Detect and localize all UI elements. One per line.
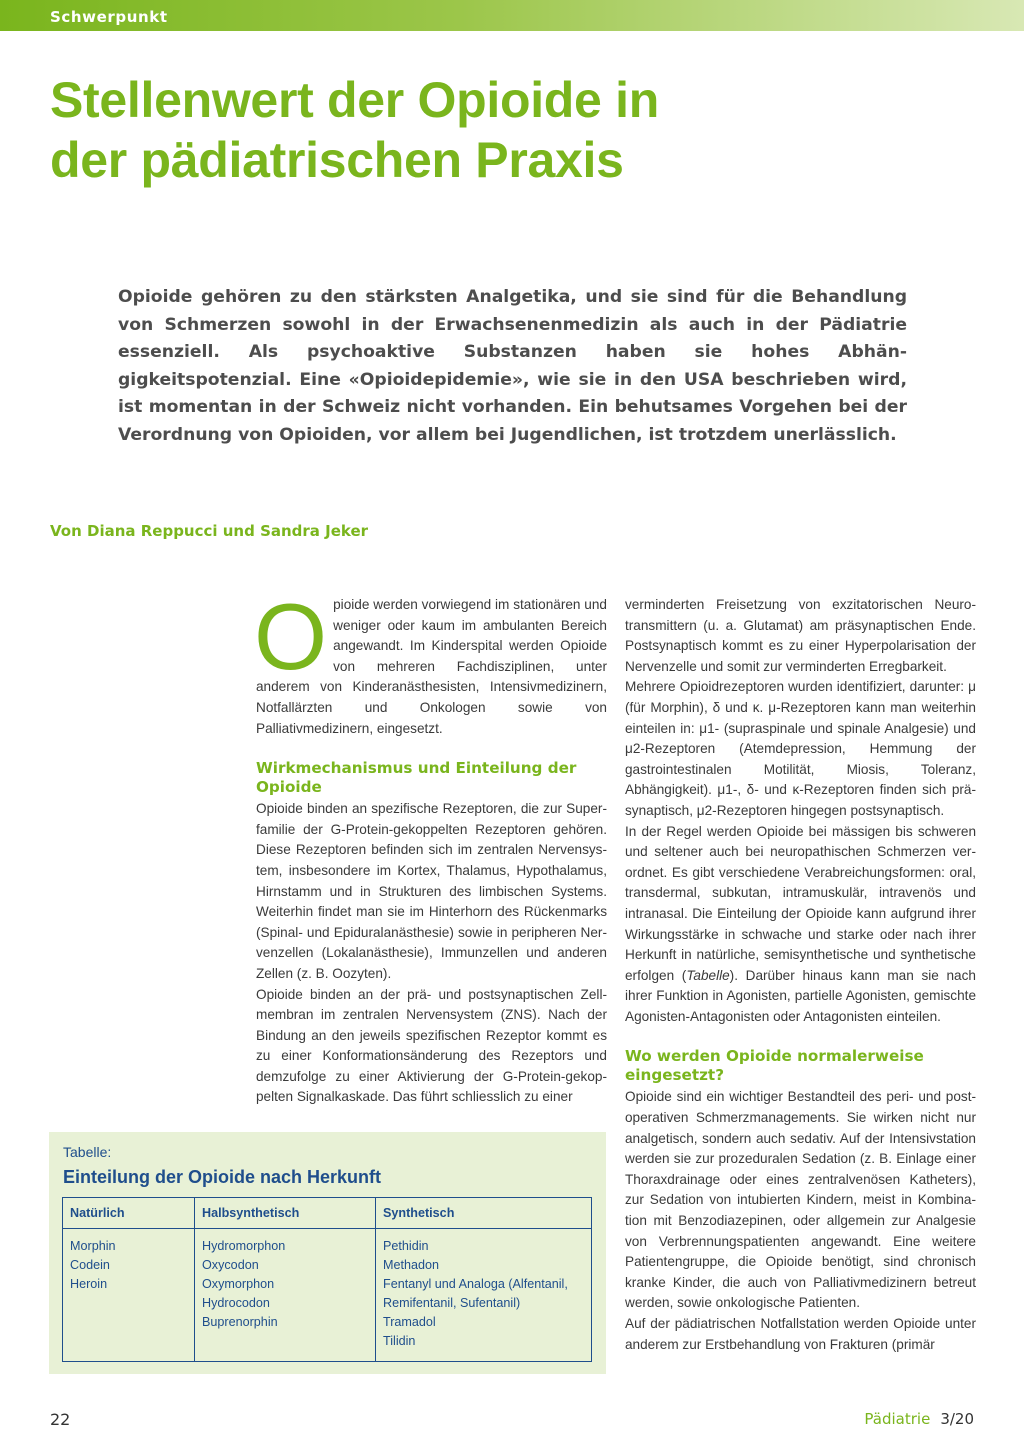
paragraph-wirk-1: Opioide binden an spezifische Rezeptoren, die zur Superfamilie der G-Protein-gekoppelten Rezeptoren gehören. Diese Rezeptoren befinden sich im zentralen Nervensystem, insbesondere im Kortex, Thalamus, Hypothalamus, Hirnstamm und in Strukturen des limbischen Systems. Weiterhin findet man sie im Hinterhorn des Rückenmarks (Spinal- und Epiduralanästhesie) sowie in peripheren Nervenzellen (Lokalanästhesie), Immunzellen und anderen Zellen (z. B. Oozyten). — [256, 801, 607, 981]
list-item: Tramadol — [383, 1315, 436, 1329]
page-number: 22 — [50, 1410, 71, 1429]
paragraph-col2-2: Mehrere Opioidrezeptoren wurden identifiziert, darunter: μ (für Morphin), δ und κ. μ-Rezeptoren kann man weiterhin einteilen in: μ1- (supraspinale und spinale Analgesie) und μ2-Rezeptoren (Atemdepression, Hemmung der gastrointestinalen Motilität, Miosis, Toleranz, Abhängigkeit). μ1-, δ- und κ-Rezeptoren finden sich präsynaptisch, μ2-Rezeptoren hingegen postsynaptisch. — [625, 679, 976, 818]
author-byline: Von Diana Reppucci und Sandra Jeker — [50, 522, 369, 540]
list-item: Oxymorphon — [202, 1277, 275, 1291]
list-item: Tilidin — [383, 1334, 416, 1348]
drop-cap: O — [254, 584, 328, 689]
table-row — [63, 1229, 592, 1362]
paragraph-col2-1: verminderten Freisetzung von exzitatorischen Neurotransmittern (u. a. Glutamat) am präsynaptischen Ende. Postsynaptisch kommt es zu einer Hyperpolarisation der Nervenzelle und somit zur verminderten Erregbarkeit. — [625, 597, 976, 674]
list-item: Hydrocodon — [202, 1296, 270, 1310]
table-title: Einteilung der Opioide nach Herkunft — [63, 1167, 382, 1187]
list-item: Oxycodon — [202, 1258, 259, 1272]
article-title — [50, 70, 950, 190]
table-header-row — [63, 1198, 592, 1229]
heading-wirkmechanismus: Wirkmechanismus und Einteilung der Opioide — [256, 759, 577, 797]
table-box — [49, 1132, 606, 1374]
cell-semisynthetic — [195, 1229, 376, 1362]
cell-synthetic — [376, 1229, 592, 1362]
title-line-2: der pädiatrischen Praxis — [50, 132, 624, 188]
column-header-natural: Natürlich — [63, 1198, 195, 1229]
journal-footer — [864, 1410, 974, 1428]
text-column-left — [254, 584, 607, 1108]
list-item: Codein — [70, 1258, 110, 1272]
title-line-1: Stellenwert der Opioide in — [50, 72, 659, 128]
cell-natural — [63, 1229, 195, 1362]
intro-paragraph — [254, 584, 607, 739]
table-reference: Tabelle — [686, 967, 730, 983]
section-header-bar — [0, 0, 1024, 31]
table-label: Tabelle: — [63, 1144, 112, 1160]
list-item: Fentanyl und Analoga (Alfentanil, — [383, 1277, 568, 1291]
column-header-synthetic: Synthetisch — [376, 1198, 592, 1229]
heading-einsatz: Wo werden Opioide normalerweise eingesetzt? — [625, 1047, 924, 1085]
list-item: Morphin — [70, 1239, 116, 1253]
list-item: Hydromorphon — [202, 1239, 286, 1253]
paragraph-einsatz-2: Auf der pädiatrischen Notfallstation werden Opioide unter anderem zur Erstbehandlung von Frakturen (primär — [625, 1316, 976, 1352]
list-item: Pethidin — [383, 1239, 429, 1253]
column-header-semisynthetic: Halbsynthetisch — [195, 1198, 376, 1229]
paragraph-wirk-2: Opioide binden an der prä- und postsynaptischen Zellmembran im zentralen Nervensystem (ZNS). Nach der Bindung an den jeweils spezifischen Rezeptor kommt es zu einer Konformationsänderung des Rezeptors und demzufolge zu einer Aktivierung der G-Protein-gekoppelten Signalkaskade. Das führt schliesslich zu einer — [256, 986, 607, 1105]
paragraph-col2-3-part-a: In der Regel werden Opioide bei mässigen bis schweren und seltener auch bei neuropathischen Schmerzen verordnet. Es gibt verschiedene Verabreichungsformen: oral, transdermal, subkutan, intramuskulär, intravenös und intranasal. Die Einteilung der Opioide kann aufgrund ihrer Wirkungsstärke in schwache und starke oder nach ihrer Herkunft in natürliche, semisynthetische und synthetische erfolgen ( — [625, 823, 976, 983]
intro-text: pioide werden vorwiegend im stationären und weniger oder kaum im ambulanten Bereich angewandt. Im Kinderspital werden Opioide von mehreren Fachdisziplinen, unter anderem von Kinderanästhesisten, Intensivmedizinern, Notfallärzten und Onkologen sowie von Palliativmedizinern, eingesetzt. — [256, 597, 607, 736]
paragraph-einsatz-1: Opioide sind ein wichtiger Bestandteil des peri- und postoperativen Schmerzmanagements. Sie wirken nicht nur analgetisch, sondern auch sedativ. Auf der Intensivstation werden sie zur prozeduralen Sedation (z. B. Einlage einer Thoraxdrainage oder eines zentralvenösen Katheters), zur Sedation von intubierten Kindern, meist in Kombination mit Benzodiazepinen, oder allgemein zur Analgesie von Verbrennungspatienten angewandt. Eine weitere Patientengruppe, die Opioide benötigt, sind chronisch kranke Kinder, die auch von Palliativmedizinern betreut werden, sowie onkologische Patienten. — [625, 1089, 976, 1311]
list-item: Buprenorphin — [202, 1315, 278, 1329]
section-label: Schwerpunkt — [50, 8, 168, 26]
paragraph-col2-3 — [625, 822, 976, 1028]
list-item: Methadon — [383, 1258, 440, 1272]
list-item: Heroin — [70, 1277, 108, 1291]
text-column-right — [625, 595, 976, 1355]
lead-paragraph: Opioide gehören zu den stärksten Analgetika, und sie sind für die Behandlung von Schmerzen sowohl in der Erwachsenenmedizin als auch in der Pädiatrie essenziell. Als psychoaktive Substanzen haben sie hohes Abhängigkeitspotenzial. Eine «Opioidepidemie», wie sie in den USA beschrieben wird, ist momentan in der Schweiz nicht vorhanden. Ein behutsames Vorgehen bei der Verordnung von Opioiden, vor allem bei Jugendlichen, ist trotzdem unerlässlich. — [118, 287, 907, 445]
paragraph-col2-3-part-b: ). Darüber hinaus kann man sie nach ihrer Funktion in Agonisten, partielle Agonisten, gemischte Agonisten-Antagonisten oder Antagonisten einteilen. — [625, 967, 976, 1024]
journal-name: Pädiatrie — [864, 1410, 931, 1428]
list-item: Remifentanil, Sufentanil) — [383, 1296, 521, 1310]
opioid-table — [62, 1197, 592, 1362]
issue-number: 3/20 — [940, 1410, 974, 1428]
